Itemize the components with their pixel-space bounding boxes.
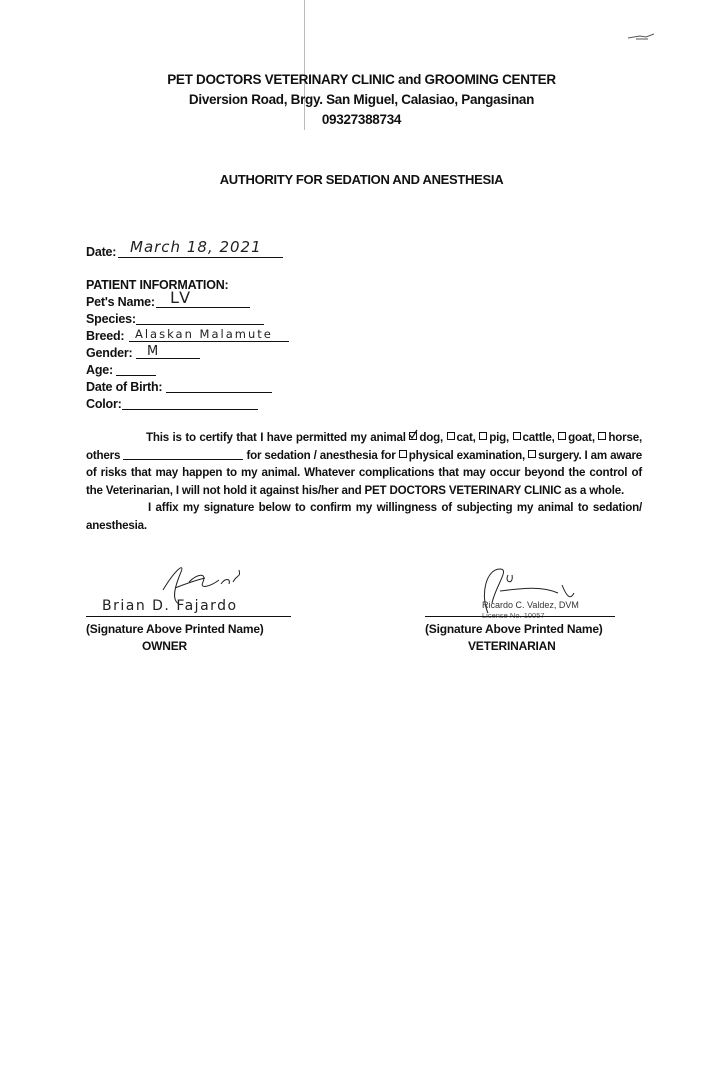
physical-exam-checkbox[interactable] <box>399 450 407 458</box>
breed-line <box>129 341 289 342</box>
cattle-checkbox[interactable] <box>513 432 521 440</box>
gender-value[interactable]: M <box>147 344 159 359</box>
breed-value[interactable]: Alaskan Malamute <box>135 327 273 341</box>
patient-info-heading: PATIENT INFORMATION: <box>86 278 229 292</box>
clinic-name: PET DOCTORS VETERINARY CLINIC and GROOMING CENTER <box>167 72 556 87</box>
pig-label: pig, <box>489 431 510 444</box>
cat-label: cat, <box>456 431 476 444</box>
cat-checkbox[interactable] <box>447 432 455 440</box>
breed-label: Breed: <box>86 329 125 343</box>
clinic-phone: 09327388734 <box>321 112 402 127</box>
dob-line <box>166 392 272 393</box>
for-sedation-text: for sedation / anesthesia for <box>246 448 396 462</box>
vet-caption: (Signature Above Printed Name) <box>425 622 603 636</box>
owner-caption: (Signature Above Printed Name) <box>86 622 264 636</box>
gender-label: Gender: <box>86 346 133 360</box>
others-blank[interactable] <box>123 449 243 460</box>
dob-label: Date of Birth: <box>86 380 163 394</box>
vet-role: VETERINARIAN <box>468 639 556 653</box>
check-mark-icon <box>408 429 418 439</box>
vet-stamp-license: License No. 10057 <box>482 611 545 620</box>
gender-line <box>136 358 200 359</box>
cert-intro: This is to certify that I have permitted my animal <box>146 431 406 444</box>
horse-others-label: horse, others <box>86 431 642 462</box>
age-label: Age: <box>86 363 113 377</box>
physical-exam-label: physical examination, <box>408 448 526 462</box>
horse-checkbox[interactable] <box>598 432 606 440</box>
owner-role: OWNER <box>142 639 187 653</box>
goat-checkbox[interactable] <box>558 432 566 440</box>
pets-name-value[interactable]: LV <box>170 288 193 307</box>
pets-name-line <box>156 307 250 308</box>
fold-line <box>304 0 305 130</box>
species-label: Species: <box>86 312 136 326</box>
color-line <box>122 409 258 410</box>
date-value[interactable]: March 18, 2021 <box>130 238 262 256</box>
clinic-address: Diversion Road, Brgy. San Miguel, Calasiao, Pangasinan <box>188 92 535 107</box>
certification-paragraph <box>86 429 642 534</box>
vet-stamp-name: Ricardo C. Valdez, DVM <box>482 600 579 610</box>
date-label: Date: <box>86 245 117 259</box>
affix-text: I affix my signature below to confirm my willingness of subjecting my animal to sedation/ anesthesia. <box>86 501 642 532</box>
age-line <box>116 375 156 376</box>
goat-label: goat, <box>568 431 595 444</box>
pets-name-label: Pet's Name: <box>86 295 155 309</box>
form-title: AUTHORITY FOR SEDATION AND ANESTHESIA <box>219 172 504 187</box>
surgery-checkbox[interactable] <box>528 450 536 458</box>
scan-mark <box>626 28 666 34</box>
pig-checkbox[interactable] <box>479 432 487 440</box>
date-line <box>118 257 283 258</box>
owner-printed-name: Brian D. Fajardo <box>102 598 238 614</box>
color-label: Color: <box>86 397 122 411</box>
surgery-text: surgery. I am aware of risks that may happen to my animal. Whatever complications that may occur beyond the control of the Veterinarian, I will not hold it against his/her and PET DOCTORS VETERINARY CLINIC as a whole. <box>86 448 643 497</box>
species-line <box>136 324 264 325</box>
dog-option[interactable]: dog, <box>409 431 443 444</box>
vet-signature-line <box>425 616 615 617</box>
owner-signature-line <box>86 616 291 617</box>
cattle-label: cattle, <box>522 431 555 444</box>
